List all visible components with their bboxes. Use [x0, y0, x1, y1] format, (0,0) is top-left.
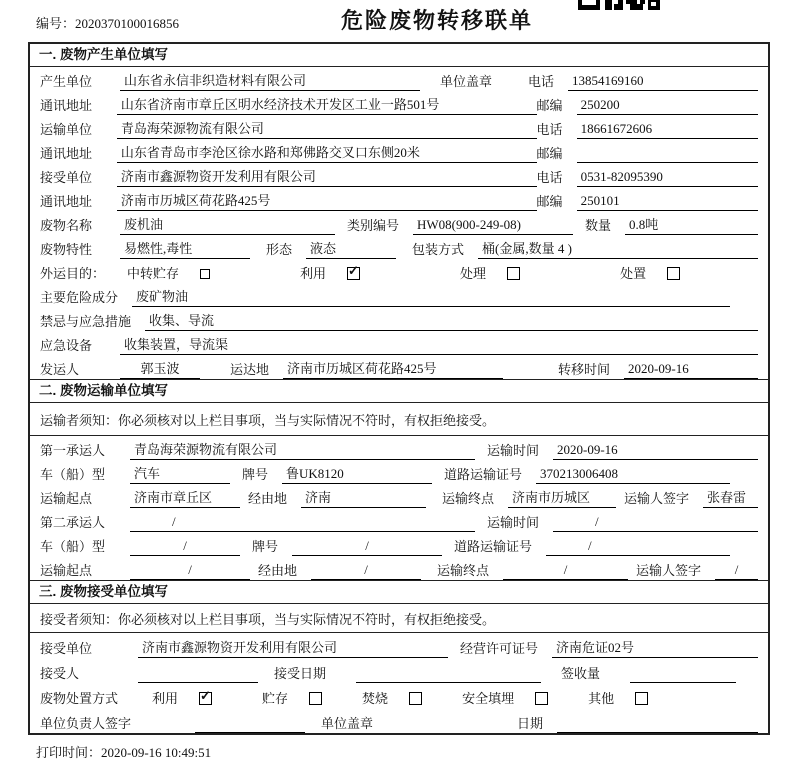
- route1-end-value: 济南市历城区: [508, 488, 616, 508]
- transporter-phone-label: 电话: [536, 122, 563, 137]
- producer-value: 山东省永信非织造材料有限公司: [120, 71, 420, 91]
- row-vehicle1: [30, 460, 768, 484]
- carrier1-label: 第一承运人: [40, 443, 106, 458]
- permit-value: 济南危证02号: [552, 638, 758, 658]
- row-carrier1: [30, 436, 768, 460]
- waste-props-value: 易燃性,毒性: [120, 239, 250, 259]
- waste-code-value: HW08(900-249-08): [413, 215, 573, 235]
- receiver-phone-value: 0531-82095390: [577, 167, 758, 187]
- accept-date-label: 接受日期: [274, 666, 327, 681]
- section-transport: [30, 379, 768, 580]
- waste-qty-label: 数量: [585, 218, 612, 233]
- vehicle2-plate-value: /: [292, 536, 442, 556]
- packing-label: 包装方式: [412, 242, 465, 257]
- transfer-time-label: 转移时间: [558, 362, 611, 377]
- receiver-zip-label: 邮编: [536, 194, 563, 209]
- disposal-other-checkbox: [635, 692, 648, 705]
- vehicle2-type-value: /: [130, 536, 240, 556]
- purpose-treat-checkbox: [507, 267, 520, 280]
- route1-via-value: 济南: [301, 488, 426, 508]
- row-transfer-purpose: [30, 259, 768, 283]
- receiver-zip-value: 250101: [577, 191, 758, 211]
- carrier2-label: 第二承运人: [40, 515, 106, 530]
- section-receiver-title: 三. 废物接受单位填写: [30, 581, 768, 604]
- row-producer: [30, 67, 768, 91]
- destination-value: 济南市历城区荷花路425号: [283, 359, 503, 379]
- signoff-date-value: [557, 714, 758, 733]
- row-hazard-components: [30, 283, 768, 307]
- manifest-form: [28, 42, 770, 735]
- route1-start-label: 运输起点: [40, 491, 93, 506]
- transfer-time-value: 2020-09-16: [624, 359, 758, 379]
- disposal-incinerate-checkbox: [409, 692, 422, 705]
- receiver-seal-label: 单位盖章: [321, 716, 374, 731]
- route2-end-label: 运输终点: [437, 563, 490, 578]
- row-receive-unit: [30, 633, 768, 658]
- vehicle1-type-label: 车（船）型: [40, 467, 106, 482]
- signed-qty-label: 签收量: [561, 666, 601, 681]
- transporter-zip-value: [577, 144, 758, 163]
- transporter-zip-label: 邮编: [536, 146, 563, 161]
- waste-form-value: 液态: [306, 239, 396, 259]
- purpose-option-utilize-label: 利用: [300, 266, 327, 281]
- disposal-utilize-checkbox: [199, 692, 212, 705]
- section-producer: [30, 44, 768, 379]
- accept-date-value: [356, 664, 541, 683]
- route1-sign-label: 运输人签字: [624, 491, 690, 506]
- serial-label: 编号：: [36, 16, 76, 31]
- transporter-address-value: 山东省青岛市李沧区徐水路和郑佛路交叉口东侧20米: [117, 143, 537, 163]
- disposal-storage-checkbox: [309, 692, 322, 705]
- disposal-option-landfill-label: 安全填埋: [462, 691, 515, 706]
- route2-sign-value: /: [715, 560, 758, 580]
- row-route2: [30, 556, 768, 580]
- purpose-label: 外运目的：: [40, 266, 106, 281]
- section-producer-title: 一. 废物产生单位填写: [30, 44, 768, 67]
- serial-number: 2020370100016856: [75, 16, 180, 31]
- disposal-option-incinerate-label: 焚烧: [362, 691, 389, 706]
- carrier2-value: /: [130, 512, 475, 532]
- signed-qty-value: [630, 664, 736, 683]
- vehicle2-type-label: 车（船）型: [40, 539, 106, 554]
- route1-via-label: 经由地: [248, 491, 288, 506]
- purpose-storage-checkbox: [200, 269, 210, 279]
- vehicle2-plate-label: 牌号: [252, 539, 279, 554]
- route1-start-value: 济南市章丘区: [130, 488, 240, 508]
- row-disposal-method: [30, 683, 768, 708]
- row-precaution: [30, 307, 768, 331]
- precaution-label: 禁忌与应急措施: [40, 314, 132, 329]
- receiver-address-label: 通讯地址: [40, 194, 93, 209]
- row-carrier2: [30, 508, 768, 532]
- receiver-phone-label: 电话: [536, 170, 563, 185]
- transporter-notice: 运输者须知：你必须核对以上栏目事项，当与实际情况不符时，有权拒绝接受。: [30, 403, 768, 436]
- row-transporter-address: [30, 139, 768, 163]
- disposal-option-storage-label: 贮存: [262, 691, 289, 706]
- carrier1-value: 青岛海荣源物流有限公司: [130, 440, 475, 460]
- row-receiver: [30, 163, 768, 187]
- carrier2-time-label: 运输时间: [486, 515, 539, 530]
- row-waste-name: [30, 211, 768, 235]
- purpose-option-storage-label: 中转贮存: [127, 266, 180, 281]
- route2-sign-label: 运输人签字: [636, 563, 702, 578]
- waste-props-label: 废物特性: [40, 242, 93, 257]
- responsible-sign-label: 单位负责人签字: [40, 716, 132, 731]
- producer-zip-value: 250200: [577, 95, 758, 115]
- row-transporter: [30, 115, 768, 139]
- waste-name-label: 废物名称: [40, 218, 93, 233]
- producer-zip-label: 邮编: [536, 98, 563, 113]
- packing-value: 桶(金属,数量 4 ): [478, 239, 758, 259]
- receive-unit-label: 接受单位: [40, 641, 93, 656]
- row-producer-address: [30, 91, 768, 115]
- vehicle2-license-value: /: [546, 536, 730, 556]
- permit-label: 经营许可证号: [460, 641, 539, 656]
- vehicle1-type-value: 汽车: [130, 464, 230, 484]
- producer-phone-value: 13854169160: [568, 71, 758, 91]
- acceptor-label: 接受人: [40, 666, 80, 681]
- producer-label: 产生单位: [40, 74, 93, 89]
- vehicle1-plate-value: 鲁UK8120: [282, 464, 432, 484]
- vehicle1-license-label: 道路运输证号: [444, 467, 523, 482]
- print-time-label: 打印时间：: [36, 745, 102, 760]
- carrier2-time-value: /: [553, 512, 758, 532]
- producer-address-value: 山东省济南市章丘区明水经济技术开发区工业一路501号: [117, 95, 537, 115]
- vehicle1-license-value: 370213006408: [536, 464, 730, 484]
- purpose-utilize-checkbox: [347, 267, 360, 280]
- route2-via-label: 经由地: [258, 563, 298, 578]
- transporter-label: 运输单位: [40, 122, 93, 137]
- acceptor-value: [138, 664, 258, 683]
- disposal-label: 废物处置方式: [40, 691, 119, 706]
- qr-code-fragment: [578, 0, 662, 10]
- row-accept: [30, 658, 768, 683]
- waste-form-label: 形态: [266, 242, 293, 257]
- row-emergency-equipment: [30, 331, 768, 355]
- section-receiver: [30, 580, 768, 733]
- equipment-value: 收集装置，导流渠: [120, 335, 758, 355]
- dispatcher-value: 郭玉波: [120, 359, 200, 379]
- purpose-option-dispose-label: 处置: [620, 266, 647, 281]
- route1-end-label: 运输终点: [442, 491, 495, 506]
- transporter-phone-value: 18661672606: [577, 119, 758, 139]
- producer-phone-label: 电话: [527, 74, 554, 89]
- row-receiver-address: [30, 187, 768, 211]
- row-vehicle2: [30, 532, 768, 556]
- route2-start-label: 运输起点: [40, 563, 93, 578]
- receiver-label: 接受单位: [40, 170, 93, 185]
- vehicle1-plate-label: 牌号: [242, 467, 269, 482]
- transporter-address-label: 通讯地址: [40, 146, 93, 161]
- row-signoff: [30, 708, 768, 733]
- disposal-option-other-label: 其他: [588, 691, 615, 706]
- dispatcher-label: 发运人: [40, 362, 80, 377]
- carrier1-time-value: 2020-09-16: [553, 440, 758, 460]
- route1-sign-value: 张春雷: [703, 488, 758, 508]
- waste-qty-value: 0.8吨: [625, 215, 758, 235]
- hazard-label: 主要危险成分: [40, 290, 119, 305]
- hazard-value: 废矿物油: [132, 287, 730, 307]
- row-route1: [30, 484, 768, 508]
- vehicle2-license-label: 道路运输证号: [454, 539, 533, 554]
- signoff-date-label: 日期: [517, 716, 544, 731]
- producer-address-label: 通讯地址: [40, 98, 93, 113]
- route2-via-value: /: [311, 560, 421, 580]
- receive-unit-value: 济南市鑫源物资开发利用有限公司: [138, 638, 448, 658]
- carrier1-time-label: 运输时间: [486, 443, 539, 458]
- unit-seal-label: 单位盖章: [440, 74, 493, 89]
- transporter-value: 青岛海荣源物流有限公司: [117, 119, 537, 139]
- receiver-notice: 接受者须知：你必须核对以上栏目事项，当与实际情况不符时，有权拒绝接受。: [30, 604, 768, 633]
- precaution-value: 收集、导流: [145, 311, 758, 331]
- section-transport-title: 二. 废物运输单位填写: [30, 380, 768, 403]
- route2-start-value: /: [130, 560, 250, 580]
- disposal-landfill-checkbox: [535, 692, 548, 705]
- purpose-option-treat-label: 处理: [460, 266, 487, 281]
- purpose-dispose-checkbox: [667, 267, 680, 280]
- page-title: 危险废物转移联单: [340, 8, 533, 33]
- row-waste-props: [30, 235, 768, 259]
- equipment-label: 应急设备: [40, 338, 93, 353]
- receiver-address-value: 济南市历城区荷花路425号: [117, 191, 537, 211]
- print-time-value: 2020-09-16 10:49:51: [101, 745, 212, 760]
- route2-end-value: /: [503, 560, 628, 580]
- disposal-option-utilize-label: 利用: [152, 691, 179, 706]
- print-time-line: [36, 742, 796, 761]
- receiver-value: 济南市鑫源物资开发利用有限公司: [117, 167, 537, 187]
- waste-code-label: 类别编号: [347, 218, 400, 233]
- responsible-sign-value: [195, 714, 305, 733]
- row-dispatch: [30, 355, 768, 379]
- document-header: [0, 0, 796, 40]
- destination-label: 运达地: [230, 362, 270, 377]
- waste-name-value: 废机油: [120, 215, 335, 235]
